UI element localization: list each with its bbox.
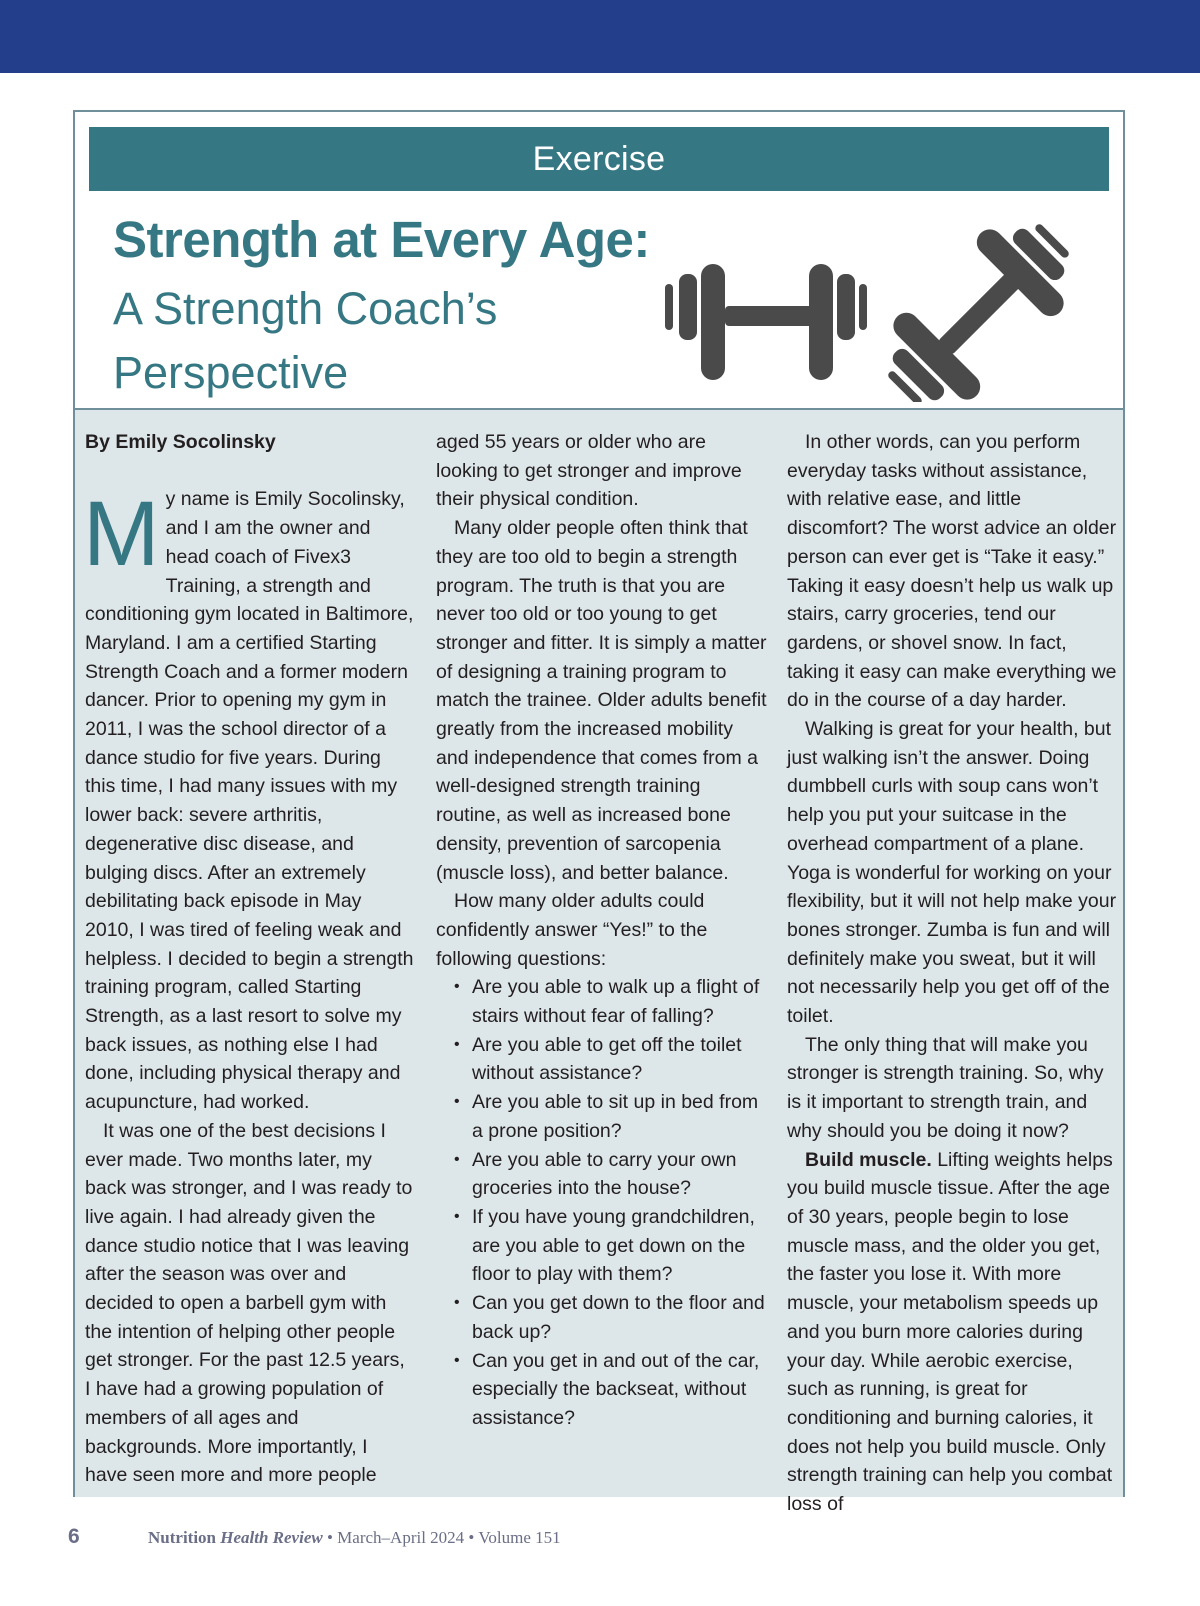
top-color-bar: [0, 0, 1200, 73]
column-1: [85, 428, 415, 1490]
paragraph: [787, 1146, 1117, 1519]
article-subtitle: A Strength Coach’s Perspective: [113, 283, 498, 398]
list-item: • Can you get in and out of the car, especially the backseat, without assistance?: [454, 1347, 769, 1433]
list-item: • Are you able to walk up a flight of stairs without fear of falling?: [454, 973, 769, 1030]
paragraph: It was one of the best decisions I ever made. Two months later, my back was stronger, and I was ready to live again. I had already given the dance studio notice that I was leaving after the season was over and decided to open a barbell gym with the intention of helping other people get stronger. For the past 12.5 years, I have had a growing population of members of all ages and backgrounds. More importantly, I have seen more and more people: [85, 1119, 413, 1487]
paragraph: How many older adults could confidently answer “Yes!” to the following questions:: [436, 890, 708, 970]
question-list: [436, 973, 769, 1432]
paragraph-text: y name is Emily Socolinsky, and I am the owner and head coach of Fivex3 Training, a strength and conditioning gym located in Baltimore, Maryland. I am a certified Starting Strength Coach and a former modern dancer. Prior to opening my gym in 2011, I was the school director of a dance studio for five years. During this time, I had many issues with my lower back: severe arthritis, degenerative disc disease, and bulging discs. After an extremely debilitating back episode in May 2010, I was tired of feeling weak and helpless. I decided to begin a strength training program, called Starting Strength, as a last resort to solve my back issues, as nothing else I had done, including physical therapy and acupuncture, had worked.: [85, 488, 414, 1114]
paragraph: Walking is great for your health, but just walking isn’t the answer. Doing dumbbell curls with soup cans won’t help you put your suitcase in the overhead compartment of a plane. Yoga is wonderful for working on your flexibility, but it will not help make your bones stronger. Zumba is fun and will definitely make you sweat, but it will not necessarily help you get off of the toilet.: [787, 718, 1117, 1028]
issue-info: • March–April 2024 • Volume 151: [322, 1528, 561, 1547]
publication-name-a: Nutrition: [148, 1528, 221, 1547]
list-item: • Are you able to carry your own groceries into the house?: [454, 1146, 769, 1203]
paragraph: Many older people often think that they are too old to begin a strength program. The truth is that you are never too old or too young to get stronger and fitter. It is simply a matter of designing a training program to match the trainee. Older adults benefit greatly from the increased mobility and independence that comes from a well-designed strength training routine, as well as increased bone density, prevention of sarcopenia (muscle loss), and better balance.: [436, 517, 767, 884]
article-frame: [73, 110, 1125, 1516]
byline: By Emily Socolinsky: [85, 431, 276, 453]
list-item: • Are you able to sit up in bed from a prone position?: [454, 1088, 769, 1145]
dumbbell-tilted-icon: [863, 212, 1095, 402]
paragraph: The only thing that will make you stronger is strength training. So, why is it important to strength train, and why should you be doing it now?: [787, 1033, 1104, 1142]
column-3: [787, 428, 1117, 1519]
paragraph: aged 55 years or older who are looking to get stronger and improve their physical condition.: [436, 431, 742, 511]
list-item: • Are you able to get off the toilet without assistance?: [454, 1031, 769, 1088]
paragraph: [85, 485, 415, 1116]
article-title: Strength at Every Age:: [113, 211, 650, 268]
drop-cap: M: [83, 483, 160, 586]
page-number: 6: [68, 1525, 80, 1548]
paragraph-text: Lifting weights helps you build muscle tissue. After the age of 30 years, people begin to lose muscle mass, and the older you get, the faster you lose it. With more muscle, your metabolism speeds up and you burn more calories during your day. While aerobic exercise, such as running, is great for conditioning and burning calories, it does not help you build muscle. Only strength training can help you combat loss of: [787, 1148, 1113, 1516]
list-item: • If you have young grandchildren, are you able to get down on the floor to play with them?: [454, 1203, 769, 1289]
dumbbell-icon: [665, 264, 867, 380]
list-item: • Can you get down to the floor and back up?: [454, 1289, 769, 1346]
publication-name-b: Health Review: [220, 1528, 323, 1547]
column-2: [436, 428, 769, 1433]
article-body: [75, 408, 1123, 1516]
section-header: Exercise: [89, 127, 1109, 191]
dumbbell-illustration: [665, 212, 1105, 402]
subheading-build-muscle: Build muscle.: [805, 1148, 932, 1171]
paragraph: In other words, can you perform everyday tasks without assistance, with relative ease, and little discomfort? The worst advice an older person can ever get is “Take it easy.” Taking it easy doesn’t help us walk up stairs, carry groceries, tend our gardens, or shovel snow. In fact, taking it easy can make everything we do in the course of a day harder.: [787, 431, 1117, 712]
publication-info: [148, 1528, 561, 1548]
